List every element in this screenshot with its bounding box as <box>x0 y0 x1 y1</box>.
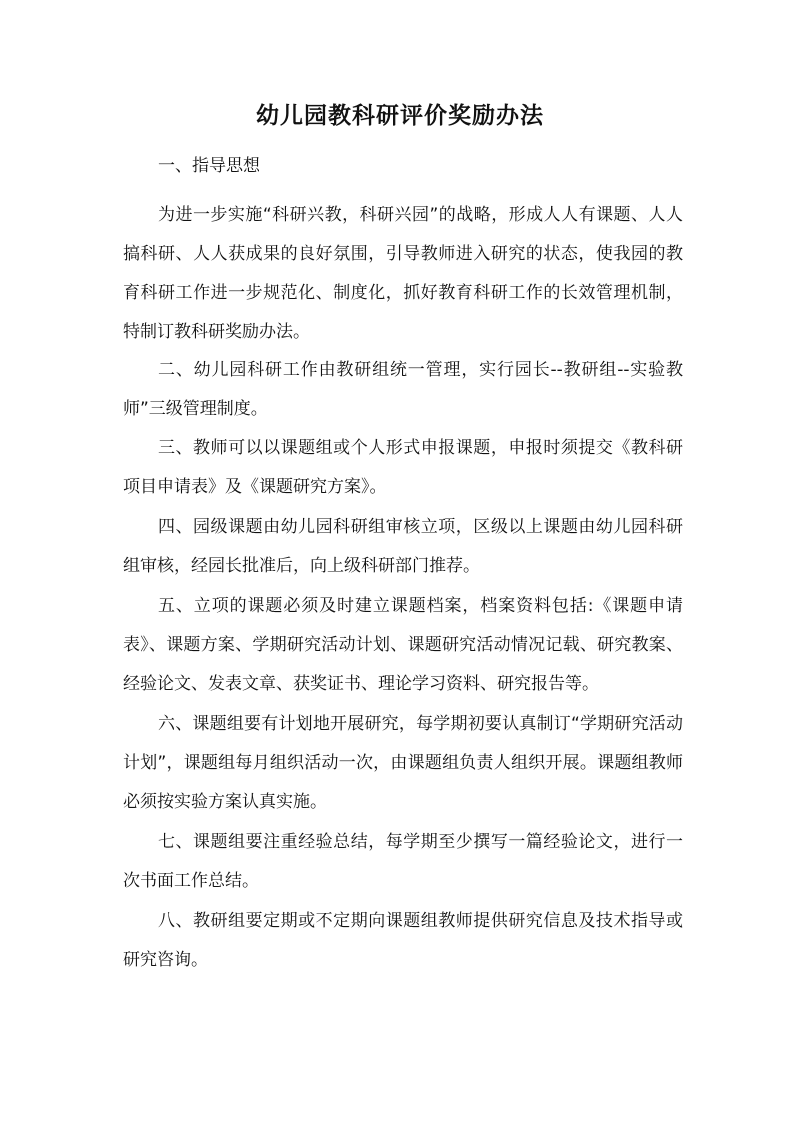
paragraph-purpose: 为进一步实施“科研兴教，科研兴园”的战略，形成人人有课题、人人搞科研、人人获成果的良好氛围，引导教师进入研究的状态，使我园的教育科研工作进一步规范化、制度化，抓好教育科研工作的长效管理机制，特制订教科研奖励办法。 <box>123 205 683 342</box>
section-heading-guiding-ideology: 一、指导思想 <box>158 156 260 176</box>
paragraph-item-3: 三、教师可以以课题组或个人形式申报课题，申报时须提交《教科研项目申请表》及《课题研究方案》。 <box>123 438 683 497</box>
paragraph-item-7: 七、课题组要注重经验总结，每学期至少撰写一篇经验论文，进行一次书面工作总结。 <box>123 832 683 891</box>
paragraph-item-6: 六、课题组要有计划地开展研究，每学期初要认真制订“学期研究活动计划”，课题组每月组织活动一次，由课题组负责人组织开展。课题组教师必须按实验方案认真实施。 <box>123 714 683 812</box>
paragraph-item-2: 二、幼儿园科研工作由教研组统一管理，实行园长--教研组--实验教师”三级管理制度。 <box>123 360 683 419</box>
paragraph-item-8: 八、教研组要定期或不定期向课题组教师提供研究信息及技术指导或研究咨询。 <box>123 911 683 970</box>
paragraph-item-4: 四、园级课题由幼儿园科研组审核立项，区级以上课题由幼儿园科研组审核，经园长批准后，向上级科研部门推荐。 <box>123 517 683 576</box>
document-title: 幼儿园教科研评价奖励办法 <box>256 103 544 129</box>
paragraph-item-5: 五、立项的课题必须及时建立课题档案，档案资料包括:《课题申请表》、课题方案、学期研究活动计划、课题研究活动情况记载、研究教案、经验论文、发表文章、获奖证书、理论学习资料、研究报告等。 <box>123 596 683 694</box>
